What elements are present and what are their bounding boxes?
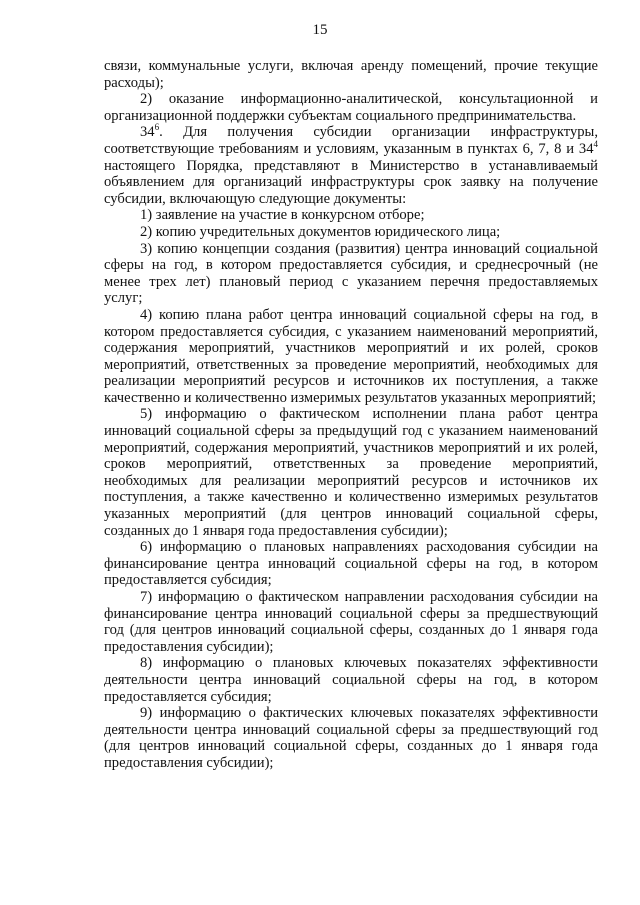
clause-reference-superscript: 4 <box>593 138 598 149</box>
list-item-4: 4) копию плана работ центра инноваций социальной сферы на год, в котором предоставляется субсидия, с указанием наименований мероприятий, содержания мероприятий, участников мероприятий и их ролей, сроков мероприятий, ответственных за проведение мероприятий, необходимых для реализации мероприятий ресурсов и источников их поступления, а также качественно и количественно измеримых результатов указанных мероприятий; <box>104 306 598 406</box>
list-item-3: 3) копию концепции создания (развития) центра инноваций социальной сферы на год, в котором предоставляется субсидия, и среднесрочный (не менее трех лет) плановый период с указанием перечня предоставляемых услуг; <box>104 240 598 307</box>
list-item-5: 5) информацию о фактическом исполнении плана работ центра инноваций социальной сферы за предыдущий год с указанием наименований мероприятий, содержания мероприятий, участников мероприятий и их ролей, сроков мероприятий, ответственных за проведение мероприятий, необходимых для реализации мероприятий ресурсов и источников их поступления, а также качественно и количественно измеримых результатов указанных мероприятий (для центров инноваций социальной сферы, созданных до 1 января года предоставления субсидии); <box>104 406 598 539</box>
clause-number-superscript: 6 <box>154 122 160 133</box>
list-item-2: 2) копию учредительных документов юридического лица; <box>140 223 501 240</box>
list-item-8: 8) информацию о плановых ключевых показателях эффективности деятельности центра инноваций социальной сферы на год, в котором предоставляется субсидия; <box>104 655 598 705</box>
clause-number: 34 <box>140 124 155 141</box>
list-item-7: 7) информацию о фактическом направлении расходования субсидии на финансирование центра инноваций социальной сферы за предшествующий год (для центров инноваций социальной сферы, созданных до 1 января года предоставления субсидии); <box>104 589 598 655</box>
paragraph-item-2: 2) оказание информационно-аналитической, консультационной и организационной поддержки субъектам социального предпринимательства. <box>104 91 598 124</box>
list-item-9: 9) информацию о фактических ключевых показателях эффективности деятельности центра инноваций социальной сферы за предшествующий год (для центров инноваций социальной сферы, созданных до 1 января года предоставления субсидии); <box>104 705 598 771</box>
list-item-6: 6) информацию о плановых направлениях расходования субсидии на финансирование центра инноваций социальной сферы на год, в котором предоставляется субсидия; <box>104 539 598 589</box>
paragraph-34-6 <box>104 124 598 207</box>
clause-text-a: . Для получения субсидии организации инфраструктуры, соответствующие требованиям и условиям, указанным в пунктах 6, 7, 8 и 34 <box>104 124 598 157</box>
clause-text-b: настоящего Порядка, представляют в Министерство в устанавливаемый объявлением для организаций инфраструктуры срок заявку на получение субсидии, включающую следующие документы: <box>104 157 598 207</box>
page-number: 15 <box>312 22 328 38</box>
paragraph-continuation: связи, коммунальные услуги, включая аренду помещений, прочие текущие расходы); <box>104 58 598 91</box>
document-body <box>104 58 598 772</box>
list-item-1: 1) заявление на участие в конкурсном отборе; <box>140 207 425 224</box>
